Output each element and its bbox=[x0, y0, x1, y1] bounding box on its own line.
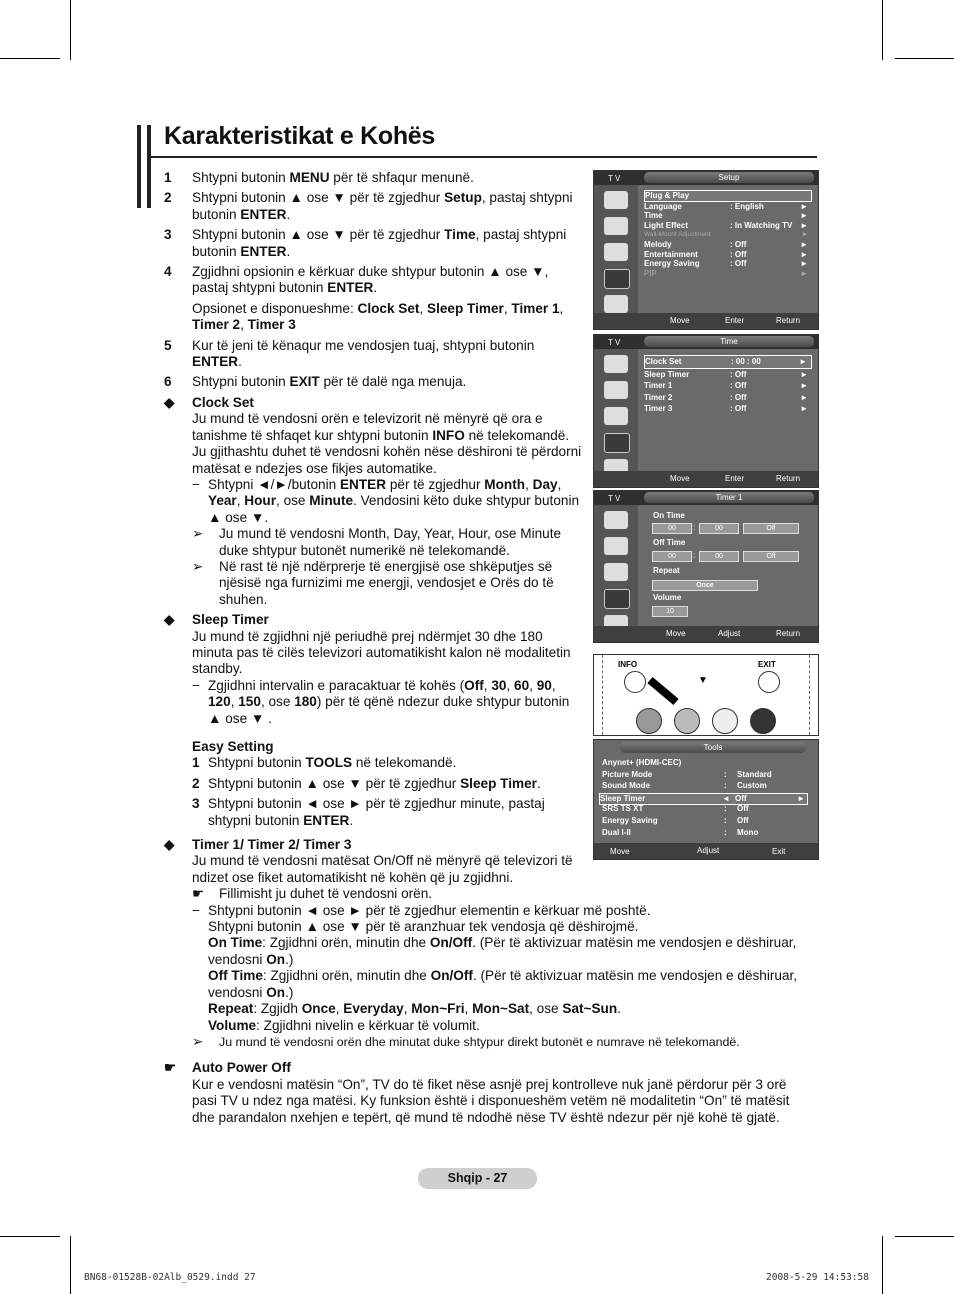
main-text: 1 Shtypni butonin MENU për të shfaqur menunë. 2 Shtypni butonin ▲ ose ▼ për të zgjedhur Setup, pastaj shtypni butonin ENTER. 3 Shtypni butonin ▲ ose ▼ për të zgjedhur Time, pastaj shtypni butonin ENTER. 4 Zgjidhni opsionin e kërkuar duke shtypur butonin ▲ ose ▼, pastaj shtypni butonin ENTER. Opsionet e disponueshme: Clock Set, Sleep Timer, Timer 1, Timer 2, Timer 3 5 Kur të jeni të kënaqur me vendosjen tuaj, shtypni butonin ENTER. 6 Shtypni butonin EXIT për të dalë nga menuja. ◆ Clock Set Ju mund të vendosni orën e televizorit në mënyrë që ora e tanishme të shfaqet kur shtypni butonin INFO në telekomandë. Ju gjithashtu duhet të vendosni kohën nëse dëshironi të përdorni matësat e ndezjes ose fikjes automatike. − Shtypni ◄/►/butonin ENTER për të zgjedhur Month, Day, Year, Hour, ose Minute. Vendosini këto duke shtypur butonin ▲ ose ▼. ➢ Ju mund të vendosni Month, Day, Year, Hour, ose Minute duke shtypur butonët numerikë në telekomandë. ➢ Në rast të një ndërprerje të energjisë ose shkëputjes së njësisë nga furnizimi me energji, vendosjet e Orës do të shuhen. ◆ Sleep Timer Ju mund të zgjidhni një periudhë prej ndërmjet 30 dhe 180 minuta pas të cilës televizori automatikisht kalon në modalitetin standby. − Zgjidhni intervalin e paracaktuar të kohës (Off, 30, 60, 90, 120, 150, ose 180) për të qënë ndezur duke shtypur butonin ▲ ose ▼ . Easy Setting 1 Shtypni butonin TOOLS në telekomandë. 2 Shtypni butonin ▲ ose ▼ për të zgjedhur Sleep Timer. 3 Shtypni butonin ◄ ose ► për të zgjedhur minute, pastaj shtypni butonin ENTER. ◆ Timer 1/ Timer 2/ Timer 3 Ju mund të vendosni matësat On/Off në mënyrë që televizori të ndizet ose fiket automatikisht në kohën që ju zgjidhni. ☛ Fillimisht ju duhet të vendosni orën. − Shtypni butonin ◄ ose ► për të zgjedhur elementin e kërkuar më poshtë. Shtypni butonin ▲ ose ▼ për të aranzhuar tek vendosja që dëshirojmë. On Time: Zgjidhni orën, minutin dhe On/Off. (Për të aktivizuar matësin me vendosjen e dëshiruar, vendosni On.) Off Time: Zgjidhni orën, minutin dhe On/Off. (Për të aktivizuar matësin me vendosjen e dëshiruar, vendosni On.) Repeat: Zgjidh Once, Everyday, Mon~Fri, Mon~Sat, ose Sat~Sun. Volume: Zgjidhni nivelin e kërkuar të volumit. ➢ Ju mund të vendosni orën dhe minutat duke shtypur direkt butonët e numrave në telekomandë. ☛ Auto Power Off Kur e vendosni matësin “On”, TV do të fiket nëse asnjë prej kontrolleve nuk janë përdorur për 3 orë pasi TV u ndez nga matësi. Ky funksion është i disponueshëm vetëm në modalitetin “On” të matësit dhe parandalon nxehjen e tepërt, që mund të ndodhë nëse TV është ndezur për një kohë të gjatë. bbox=[164, 170, 584, 1126]
menu-item: Wall-Mount Adjustment ► bbox=[644, 231, 808, 239]
options-line: Opsionet e disponueshme: Clock Set, Sleep Timer, Timer 1, Timer 2, Timer 3 bbox=[192, 300, 564, 333]
menu-item: Entertainment : Off ► bbox=[644, 249, 808, 259]
step-1: 1 Shtypni butonin MENU për të shfaqur menunë. bbox=[164, 170, 474, 185]
auto-para: Kur e vendosni matësin “On”, TV do të fiket nëse asnjë prej kontrolleve nuk janë përdorur për 3 orë pasi TV u ndez nga matësi. Ky funksion është i disponueshëm vetëm në modalitetin “On” të matësit dhe parandalon nxehjen e tepërt, që mund të ndodhë nëse TV është ndezur për një kohë të gjatë. bbox=[192, 1076, 790, 1125]
menu-item: Timer 2 : Off ► bbox=[644, 392, 808, 402]
info-button bbox=[624, 671, 646, 693]
input-icon bbox=[604, 295, 628, 313]
setup-screen: T V Setup Plug & Play Language : English ► Time ► Light Effect : In Watching TV ► Wall-Mount Adjustment ► Melody : Off ► Entertainment : Off ► Energy Saving : Off ► PIP ► Move Enter Return bbox=[593, 170, 819, 330]
timer-off: Off Time: Zgjidhni orën, minutin dhe On/Off. (Për të aktivizuar matësin me vendosjen e dëshiruar, vendosni On.) bbox=[208, 968, 798, 1000]
tools-screen: Tools Anynet+ (HDMI-CEC) Picture Mode : Standard Sound Mode : Custom Sleep Timer ◄ Off ► SRS TS XT : Off Energy Saving : Off Dual l-ll : Mono Move Adjust Exit bbox=[593, 739, 819, 860]
green-button bbox=[674, 708, 700, 734]
picture-icon bbox=[604, 355, 628, 373]
menu-item: Clock Set : 00 : 00 ► bbox=[644, 355, 812, 369]
timer-heading: Timer 1/ Timer 2/ Timer 3 bbox=[192, 837, 352, 853]
setup-icon bbox=[604, 269, 630, 289]
time-screen: T V Time Clock Set : 00 : 00 ► Sleep Timer : Off ► Timer 1 : Off ► Timer 2 : Off ► Timer 3 : Off ► Move Enter Return bbox=[593, 334, 819, 488]
blue-button bbox=[750, 708, 776, 734]
clock-note-1: Ju mund të vendosni Month, Day, Year, Hour, ose Minute duke shtypur butonët numerikë në telekomandë. bbox=[219, 526, 562, 558]
step-2: 2 Shtypni butonin ▲ ose ▼ për të zgjedhur Setup, pastaj shtypni butonin ENTER. bbox=[164, 190, 573, 222]
menu-item: Timer 3 : Off ► bbox=[644, 404, 808, 414]
exit-button bbox=[758, 671, 780, 693]
remote-image bbox=[593, 654, 819, 736]
easy-heading: Easy Setting bbox=[192, 739, 274, 754]
tools-item: Energy Saving : Off bbox=[602, 816, 749, 825]
clock-heading: Clock Set bbox=[192, 394, 254, 410]
timer-dash-1: Shtypni butonin ◄ ose ► për të zgjedhur elementin e kërkuar më poshtë. bbox=[208, 902, 651, 918]
clock-para: Ju mund të vendosni orën e televizorit në mënyrë që ora e tanishme të shfaqet kur shtypni butonin INFO në telekomandë. Ju gjithashtu duhet të vendosni kohën nëse dëshironi të përdorni matësat e ndezjes ose fikjes automatike. bbox=[192, 411, 582, 476]
title-decoration bbox=[137, 125, 151, 208]
step-3: 3 Shtypni butonin ▲ ose ▼ për të zgjedhur Time, pastaj shtypni butonin ENTER. bbox=[164, 227, 567, 259]
menu-item: Timer 1 : Off ► bbox=[644, 381, 808, 391]
timer-volume: Volume: Zgjidhni nivelin e kërkuar të volumit. bbox=[208, 1017, 480, 1033]
sleep-para: Ju mund të zgjidhni një periudhë prej ndërmjet 30 dhe 180 minuta pas të cilës televizori automatikisht kalon në modalitetin standby. bbox=[192, 628, 571, 677]
page-number: Shqip - 27 bbox=[418, 1168, 537, 1189]
auto-heading: Auto Power Off bbox=[192, 1060, 291, 1076]
step-6: Shtypni butonin EXIT për të dalë nga menuja. bbox=[192, 374, 467, 390]
sound-icon bbox=[604, 217, 628, 235]
setup-icon bbox=[604, 433, 630, 453]
timer-on: On Time: Zgjidhni orën, minutin dhe On/Off. (Për të aktivizuar matësin me vendosjen e dëshiruar, vendosni On.) bbox=[208, 935, 797, 967]
timer-para: Ju mund të vendosni matësat On/Off në mënyrë që televizori të ndizet ose fiket automatikisht në kohën që ju zgjidhni. bbox=[192, 853, 573, 885]
down-arrow-icon: ▼ bbox=[698, 675, 708, 686]
channel-icon bbox=[604, 243, 628, 261]
easy-3: Shtypni butonin ◄ ose ► për të zgjedhur minute, pastaj shtypni butonin ENTER. bbox=[208, 796, 545, 828]
picture-icon bbox=[604, 191, 628, 209]
title-rule bbox=[151, 156, 817, 158]
exit-label: EXIT bbox=[758, 660, 776, 669]
tools-item: Dual l-ll : Mono bbox=[602, 827, 759, 837]
timer-note: Fillimisht ju duhet të vendosni orën. bbox=[219, 886, 433, 902]
file-name: BN68-01528B-02Alb_0529.indd 27 bbox=[84, 1272, 256, 1283]
menu-item: Language : English ► bbox=[644, 201, 808, 211]
setup-icon bbox=[604, 589, 630, 609]
tools-item: Anynet+ (HDMI-CEC) bbox=[602, 758, 682, 767]
step-4: 4 Zgjidhni opsionin e kërkuar duke shtypur butonin ▲ ose ▼, pastaj shtypni butonin ENTER. bbox=[164, 264, 549, 296]
sleep-heading: Sleep Timer bbox=[192, 612, 269, 628]
menu-item: PIP ► bbox=[644, 268, 808, 278]
yellow-button bbox=[712, 708, 738, 734]
info-label: INFO bbox=[618, 660, 638, 669]
print-date: 2008-5-29 14:53:58 bbox=[766, 1272, 869, 1283]
menu-item: Sleep Timer : Off ► bbox=[644, 369, 808, 379]
page-title: Karakteristikat e Kohës bbox=[164, 122, 436, 150]
easy-1: Shtypni butonin TOOLS në telekomandë. bbox=[208, 755, 457, 771]
menu-item: Melody : Off ► bbox=[644, 239, 808, 249]
step-5: Kur të jeni të kënaqur me vendosjen tuaj, shtypni butonin ENTER. bbox=[192, 337, 535, 370]
menu-item: Energy Saving : Off ► bbox=[644, 259, 808, 269]
red-button bbox=[636, 708, 662, 734]
menu-item: Light Effect : In Watching TV ► bbox=[644, 220, 808, 230]
easy-2: Shtypni butonin ▲ ose ▼ për të zgjedhur Sleep Timer. bbox=[208, 775, 541, 791]
menu-item: Plug & Play bbox=[644, 190, 812, 202]
tools-item: SRS TS XT : Off bbox=[602, 804, 749, 814]
tools-item: Sound Mode : Custom bbox=[602, 781, 767, 791]
tools-item: Sleep Timer ◄ Off ► bbox=[599, 793, 808, 805]
picture-icon bbox=[604, 511, 628, 529]
sleep-dash: Zgjidhni intervalin e paracaktuar të kohës (Off, 30, 60, 90, 120, 150, ose 180) për të qënë ndezur duke shtypur butonin ▲ ose ▼ . bbox=[208, 677, 570, 726]
sound-icon bbox=[604, 537, 628, 555]
clock-note-2: Në rast të një ndërprerje të energjisë ose shkëputjes së njësisë nga furnizimi me energji, vendosjet e Orës do të shuhen. bbox=[219, 558, 554, 607]
timer-repeat: Repeat: Zgjidh Once, Everyday, Mon~Fri, Mon~Sat, ose Sat~Sun. bbox=[208, 1001, 621, 1017]
timer-dash-2: Shtypni butonin ▲ ose ▼ për të aranzhuar tek vendosja që dëshirojmë. bbox=[208, 919, 639, 935]
pointer-icon bbox=[647, 677, 678, 705]
timer-screen: T V Timer 1 On Time 00 : 00 Off Off Time 00 : 00 Off Repeat Once Volume 10 Move Adjust Return bbox=[593, 490, 819, 643]
channel-icon bbox=[604, 563, 628, 581]
channel-icon bbox=[604, 407, 628, 425]
timer-note-2: Ju mund të vendosni orën dhe minutat duke shtypur direkt butonët e numrave në telekomandë. bbox=[219, 1034, 740, 1049]
sound-icon bbox=[604, 381, 628, 399]
tools-item: Picture Mode : Standard bbox=[602, 769, 772, 779]
menu-item: Time ► bbox=[644, 211, 808, 221]
clock-dash: Shtypni ◄/►/butonin ENTER për të zgjedhur Month, Day, Year, Hour, ose Minute. Vendosini këto duke shtypur butonin ▲ ose ▼. bbox=[208, 476, 580, 525]
